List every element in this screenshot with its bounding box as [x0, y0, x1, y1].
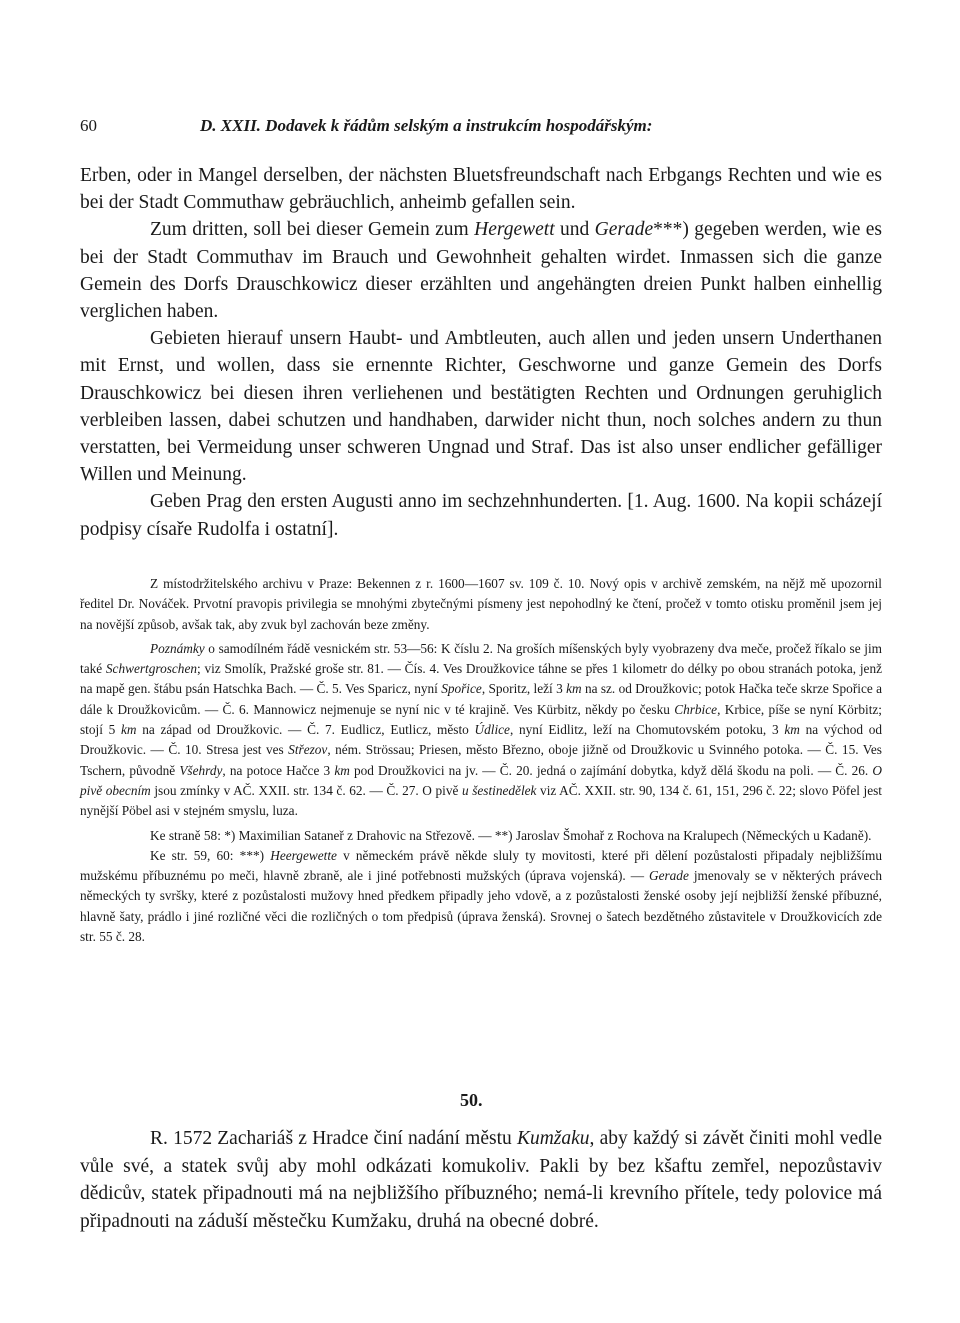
note-italic: Schwertgroschen — [105, 661, 197, 677]
note-unit: km — [334, 762, 350, 778]
doc-text: , aby každý si závět činiti mohl vedle vůle své, a statek svůj aby mohl odkázati komukoliv. Pakli by bez kšaftu zemřel, nepozůstaviv dědicův, statek připadnouti má na nejbližšího příbuzného; nemá-li krevního přítele, tedy polovice má připadnouti na záduší městečku Kumžaku, druhá na obecné dobré. — [80, 1128, 883, 1232]
page-number: 60 — [80, 116, 97, 135]
section-number: 50. — [460, 1090, 483, 1110]
document-50 — [80, 1125, 882, 1235]
note-text: , na potoce Hačce 3 — [222, 762, 335, 778]
note-text: jsou zmínky v AČ. XXII. str. 134 č. 62. — Č. 27. O pivě — [150, 782, 462, 798]
doc-text: R. 1572 Zachariáš z Hradce činí nadání městu — [150, 1128, 517, 1149]
note-text: na východ od Droužkovic. — Č. 10. Stresa jest ves — [80, 722, 883, 758]
paragraph-2-text-a: Zum dritten, soll bei dieser Gemein zum — [150, 219, 475, 241]
note-text: pod Droužkovici na jv. — Č. 20. jedná o zajímání dobytka, když dělá škodu na poli. — Č. 26. — [349, 762, 873, 778]
note-unit: km — [566, 681, 582, 697]
term-gerade: Gerade — [594, 219, 654, 241]
running-head: D. XXII. Dodavek k řádům selským a instrukcím hospodářským: — [200, 116, 653, 135]
poznamky-note — [80, 639, 882, 822]
footnote-page-59-60 — [80, 846, 882, 947]
poznamky-label: Poznámky — [150, 640, 205, 656]
note-text: Ke str. 59, 60: ***) — [150, 847, 271, 863]
note-text: v německém právě někde sluly ty movitosti, které při dělení pozůstalosti připadaly nejbližšímu mužskému příbuznému po meči, hlavně zbraně, ale i jiné potřebnosti mužských (úprava vojenská). — — [80, 847, 882, 884]
place-kumzak: Kumžaku — [516, 1128, 590, 1149]
paragraph-3: Gebieten hierauf unsern Haubt- und Ambtleuten, auch allen und jeden unsern Underthanen mit Ernst, und wollen, dass sie ernennte Richter, Geschworne und ganze Gemein des Dorfs Drauschkowicz bei diesen ihren verliehenen und bestätigten Rechten und Ordnungen geruhiglich verbleiben lassen, dabei schutzen und handhaben, darwider nicht thun, noch solches andern zu thun verstatten, bei Vermeidung unser schweren Ungnad und Straf. Das ist also unser endlicher gefälliger Willen und Meinung. — [80, 328, 882, 486]
note-text: jmenovaly se v některých právech německých ty svršky, které z pozůstalosti mužovy hned předkem připadly jeho vdově, a z pozůstalosti ženské osoby její nejbližší ženské příbuzné, hlavně šaty, prádlo i jiné rozličné věci die rozličných o tom předpisů (úprava ženská). Srovnej o šatech bezdětného zůstavitele v Droužkovicích zde str. 55 č. 28. — [80, 868, 882, 945]
note-text: , Krbice, píše se nyní Körbitz; stojí 5 — [80, 701, 882, 738]
note-text: na západ od Droužkovic. — Č. 7. Eudlicz, Eutlicz, město — [136, 722, 475, 738]
paragraph-2-text-b: und — [554, 219, 595, 241]
paragraph-1: Erben, oder in Mangel derselben, der nächsten Bluetsfreundschaft nach Erbgangs Rechten und wie es bei der Stadt Commuthaw gebräuchlich, anheimb gefallen sein. — [80, 165, 882, 214]
note-unit: km — [121, 722, 137, 738]
term-hergewett: Hergewett — [474, 219, 555, 241]
paragraph-2-text-c: ***) gegeben werden, wie es bei der Stadt Commuthav im Brauch und Gewohnheit gehalten wirdet. Inmassen sich die ganze Gemein des Dorfs Drauschkowicz dieser erzählten und angehängten dreien Punkt halben einhellig verglichen haben. — [80, 219, 883, 323]
page-header — [80, 116, 882, 138]
note-italic: Gerade — [648, 868, 689, 884]
note-italic: Chrbice — [674, 701, 718, 717]
note-text: na sz. od Droužkovic; potok Hačka teče skrze Spořice a dále k Droužkovicům. — Č. 6. Mannowicz nejmenuje se nyní nic v té krajině. Ves Kürbitz, někdy po česku — [80, 681, 882, 717]
note-italic: Heergewette — [270, 847, 337, 863]
source-note: Z místodržitelského archivu v Praze: Bekennen z r. 1600—1607 sv. 109 č. 10. Nový opis v archivě zemském, na nějž mě upozornil ředitel Dr. Nováček. Prvotní pravopis privilegia se mnohými zbytečnými písmeny jest nepohodlný ke čtení, pročež v tomto otisku proměnil jsem jej na novější způsob, avšak tak, aby zvuk byl zachován beze změny. — [80, 576, 882, 632]
note-italic: Údlice — [474, 722, 510, 738]
main-text — [80, 162, 882, 543]
notes-section — [80, 574, 882, 947]
footnote-page-58: Ke straně 58: *) Maximilian Sataneř z Drahovic na Střezově. — **) Jaroslav Šmohař z Rochova na Kralupech (Německých u Kadaně). — [150, 827, 872, 843]
paragraph-2 — [80, 216, 882, 325]
note-italic: Všehrdy — [179, 762, 223, 778]
note-text: , ném. Strössau; Priesen, město Březno, oboje jižně od Droužkovic u Svinného potoka. — Č. 15. Ves Tschern, původně — [80, 742, 882, 778]
note-text: viz AČ. XXII. str. 90, 134 č. 61, 151, 296 č. 22; slovo Pöfel jest nynější Pöbel asi v stejném smyslu, luza. — [80, 782, 882, 819]
note-text: , nyní Eidlitz, leží na Chomutovském potoku, 3 — [509, 722, 785, 738]
note-italic: u šestinedělek — [461, 782, 537, 798]
note-italic: Střezov — [288, 742, 328, 758]
note-italic: Spořice — [441, 681, 482, 697]
note-text: o samodílném řádě vesnickém str. 53—56: K číslu 2. Na groších míšenských byly vyobrazeny dva meče, pročež říkalo se jim také — [80, 640, 882, 677]
paragraph-4: Geben Prag den ersten Augusti anno im sechzehnhunderten. [1. Aug. 1600. Na kopii scházejí podpisy císaře Rudolfa i ostatní]. — [80, 491, 882, 540]
note-text: ; viz Smolík, Pražské groše str. 81. — Čís. 4. Ves Droužkovice táhne se přes 1 kilometr do délky po obou stranách potoka, jenž na mapě gen. štábu psán Hatschka Bach. — Č. 5. Ves Sparicz, nyní — [80, 661, 882, 697]
note-text: , Sporitz, leží 3 — [481, 681, 567, 697]
note-italic: O pivě obecním — [80, 762, 882, 798]
document-50-text — [80, 1125, 882, 1235]
note-unit: km — [784, 722, 800, 738]
